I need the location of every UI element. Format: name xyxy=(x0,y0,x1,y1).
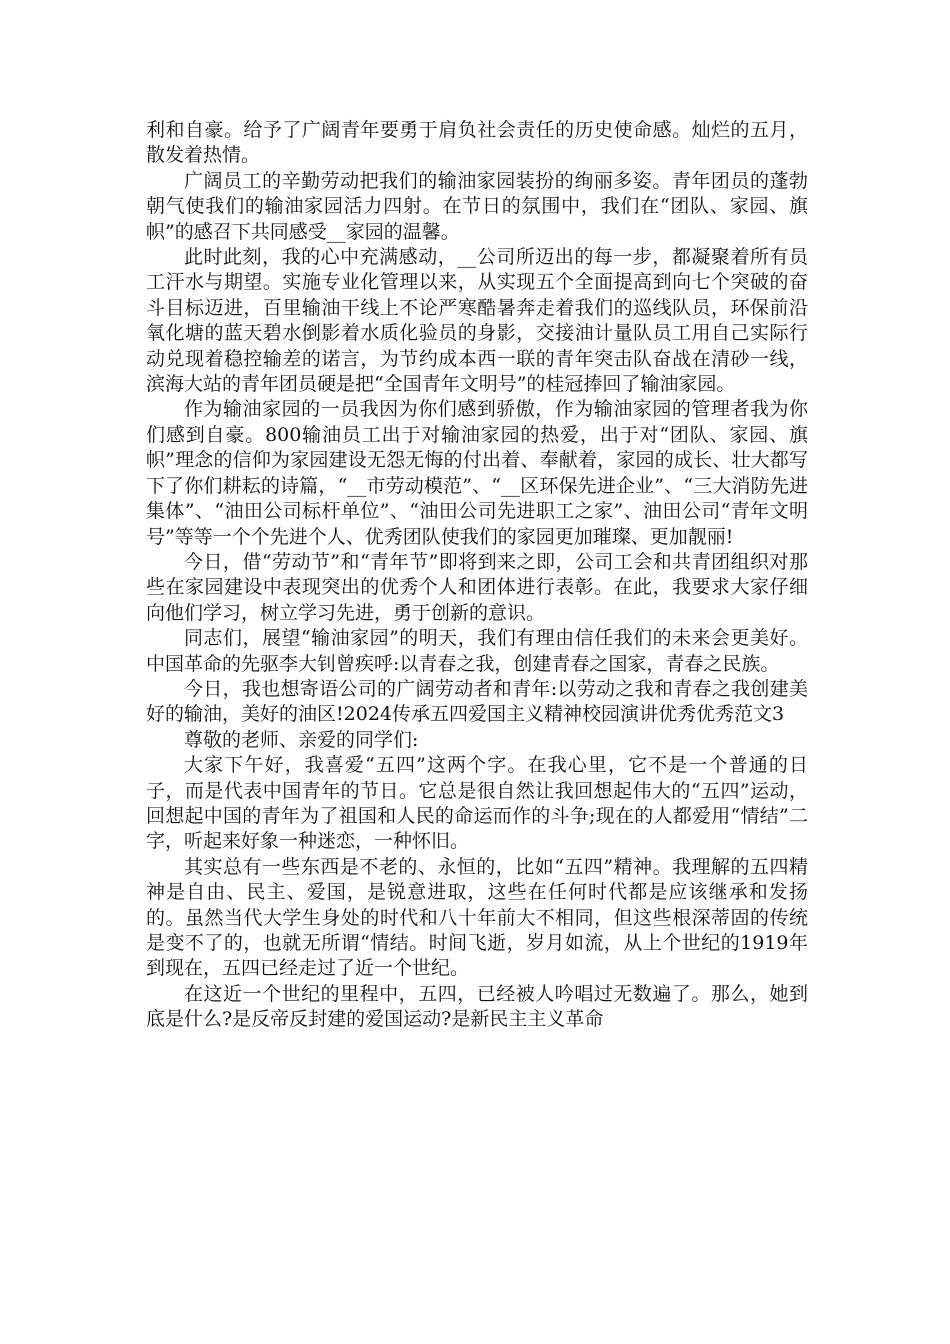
document-body xyxy=(146,118,808,1033)
paragraph-5: 今日，借“劳动节”和“青年节”即将到来之即，公司工会和共青团组织对那些在家园建设中表现突出的优秀个人和团体进行表彰。在此，我要求大家仔细向他们学习，树立学习先进，勇于创新的意识。 xyxy=(146,550,808,624)
paragraph-8: 尊敬的老师、亲爱的同学们: xyxy=(184,728,419,751)
paragraph-7: 今日，我也想寄语公司的广阔劳动者和青年:以劳动之我和青春之我创建美好的输油，美好的油区!2024传承五四爱国主义精神校园演讲优秀优秀范文3 xyxy=(146,677,808,726)
paragraph-3: 此时此刻，我的心中充满感动，__公司所迈出的每一步，都凝聚着所有员工汗水与期望。实施专业化管理以来，从实现五个全面提高到向七个突破的奋斗目标迈进，百里输油干线上不论严寒酷暑奔走着我们的巡线队员，环保前沿氧化塘的蓝天碧水倒影着水质化验员的身影，交接油计量队员工用自己实际行动兑现着稳控输差的诺言，为节约成本西一联的青年突击队奋战在清砂一线，滨海大站的青年团员硬是把“全国青年文明号”的桂冠捧回了输油家园。 xyxy=(146,246,808,396)
paragraph-1: 利和自豪。给予了广阔青年要勇于肩负社会责任的历史使命感。灿烂的五月，散发着热情。 xyxy=(146,119,808,167)
paragraph-10: 其实总有一些东西是不老的、永恒的，比如“五四”精神。我理解的五四精神是自由、民主、爱国，是锐意进取，这些在任何时代都是应该继承和发扬的。虽然当代大学生身处的时代和八十年前大不相同，但这些根深蒂固的传统是变不了的，也就无所谓“情结。时间飞逝，岁月如流，从上个世纪的1919年到现在，五四已经走过了近一个世纪。 xyxy=(146,855,808,980)
paragraph-4: 作为输油家园的一员我因为你们感到骄傲，作为输油家园的管理者我为你们感到自豪。800输油员工出于对输油家园的热爱，出于对“团队、家园、旗帜”理念的信仰为家园建设无怨无悔的付出着、奉献着，家园的成长、壮大都写下了你们耕耘的诗篇，“__市劳动模范”、“__区环保先进企业”、“三大消防先进集体”、“油田公司标杆单位”、“油田公司先进职工之家”、油田公司“青年文明号”等等一个个先进个人、优秀团队使我们的家园更加璀璨、更加靓丽! xyxy=(146,398,808,548)
paragraph-9: 大家下午好，我喜爱“五四”这两个字。在我心里，它不是一个普通的日子，而是代表中国青年的节日。它总是很自然让我回想起伟大的“五四”运动，回想起中国的青年为了祖国和人民的命运而作的斗争;现在的人都爱用“情结”二字，听起来好象一种迷恋，一种怀旧。 xyxy=(146,754,808,853)
paragraph-6: 同志们，展望“输油家园”的明天，我们有理由信任我们的未来会更美好。中国革命的先驱李大钊曾疾呼:以青春之我，创建青春之国家，青春之民族。 xyxy=(146,627,808,675)
paragraph-11: 在这近一个世纪的里程中，五四，已经被人吟唱过无数遍了。那么，她到底是什么?是反帝反封建的爱国运动?是新民主主义革命 xyxy=(146,982,808,1031)
paragraph-2: 广阔员工的辛勤劳动把我们的输油家园装扮的绚丽多姿。青年团员的蓬勃朝气使我们的输油家园活力四射。在节日的氛围中，我们在“团队、家园、旗帜”的感召下共同感受__家园的温馨。 xyxy=(146,169,808,243)
